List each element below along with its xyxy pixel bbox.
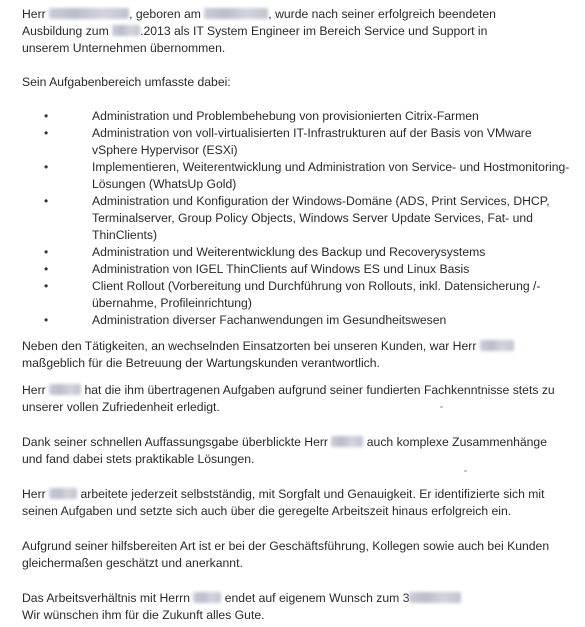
list-item: • Administration und Problembehebung von provisionierten Citrix-Farmen bbox=[22, 108, 570, 125]
paragraph-text: maßgeblich für die Betreuung der Wartungskunden verantwortlich. bbox=[22, 356, 380, 370]
redacted-name bbox=[49, 8, 129, 19]
redacted-date bbox=[112, 25, 140, 36]
paragraph-text: hat die ihm übertragenen Aufgaben aufgrund seiner fundierten Fachkenntnisse stets zu unserer vollen Zufriedenheit erledigt. bbox=[22, 383, 555, 414]
list-item: • Implementieren, Weiterentwicklung und Administration von Service- und Hostmonitoring-Lösungen (WhatsUp Gold) bbox=[22, 159, 570, 193]
paragraph-social: Aufgrund seiner hilfsbereiten Art ist er bei der Geschäftsführung, Kollegen sowie auch bei Kunden gleichermaßen geschätzt und anerkannt. bbox=[22, 539, 550, 570]
paragraph-customers bbox=[22, 338, 570, 372]
tasks-list bbox=[22, 108, 570, 329]
paragraph-text: Neben den Tätigkeiten, an wechselnden Einsatzorten bei unseren Kunden, war Herr bbox=[22, 339, 480, 353]
paragraph-text: endet auf eigenem Wunsch zum 3 bbox=[221, 591, 410, 605]
redacted-date bbox=[409, 592, 461, 603]
intro-text: , geboren am bbox=[129, 7, 205, 21]
scan-speck bbox=[464, 470, 467, 472]
list-item: • Client Rollout (Vorbereitung und Durchführung von Rollouts, inkl. Datensicherung /-übernahme, Profileinrichtung) bbox=[22, 278, 570, 312]
intro-text: Herr bbox=[22, 7, 50, 21]
list-item: • Administration diverser Fachanwendungen im Gesundheitswesen bbox=[22, 312, 570, 329]
redacted-name bbox=[49, 384, 81, 395]
paragraph-text: arbeitete jederzeit selbstständig, mit Sorgfalt und Genauigkeit. Er identifizierte sich mit seinen Aufgaben und setzte sich auch über die geregelte Arbeitszeit hinaus erfolgreich ein. bbox=[22, 487, 545, 518]
paragraph-text: Wir wünschen ihm für die Zukunft alles Gute. bbox=[22, 608, 265, 622]
intro-text: , wurde nach seiner erfolgreich beendeten bbox=[268, 7, 496, 21]
paragraph-text: Herr bbox=[22, 487, 50, 501]
list-item: • Administration von IGEL ThinClients auf Windows ES und Linux Basis bbox=[22, 261, 570, 278]
paragraph-text: auch komplexe Zusammenhänge und fand dabei stets praktikable Lösungen. bbox=[22, 435, 547, 466]
redacted-name bbox=[193, 592, 221, 603]
redacted-name bbox=[480, 340, 514, 351]
paragraph-text: Dank seiner schnellen Auffassungsgabe überblickte Herr bbox=[22, 435, 332, 449]
paragraph-text: Das Arbeitsverhältnis mit Herrn bbox=[22, 591, 194, 605]
list-item: • Administration von voll-virtualisierten IT-Infrastrukturen auf der Basis von VMware vSphere Hypervisor (ESXi) bbox=[22, 125, 570, 159]
redacted-name bbox=[331, 436, 363, 447]
paragraph-expertise bbox=[22, 382, 570, 416]
intro-text: unserem Unternehmen übernommen. bbox=[22, 41, 226, 55]
intro-text: .2013 als IT System Engineer im Bereich Service und Support in bbox=[140, 24, 488, 38]
paragraph-independence bbox=[22, 486, 570, 520]
paragraph-text: Herr bbox=[22, 383, 50, 397]
redacted-birthdate bbox=[204, 8, 268, 19]
paragraph-closing bbox=[22, 590, 570, 624]
list-item: • Administration und Weiterentwicklung des Backup und Recoverysystems bbox=[22, 244, 570, 261]
paragraph-comprehension bbox=[22, 434, 570, 468]
redacted-name bbox=[49, 488, 77, 499]
tasks-heading: Sein Aufgabenbereich umfasste dabei: bbox=[22, 75, 231, 89]
list-item: • Administration und Konfiguration der Windows-Domäne (ADS, Print Services, DHCP, Terminalserver, Group Policy Objects, Windows Server Update Services, Fat- und ThinClients) bbox=[22, 193, 570, 244]
scan-speck bbox=[440, 406, 443, 408]
intro-paragraph bbox=[22, 6, 570, 57]
intro-text: Ausbildung zum bbox=[22, 24, 113, 38]
